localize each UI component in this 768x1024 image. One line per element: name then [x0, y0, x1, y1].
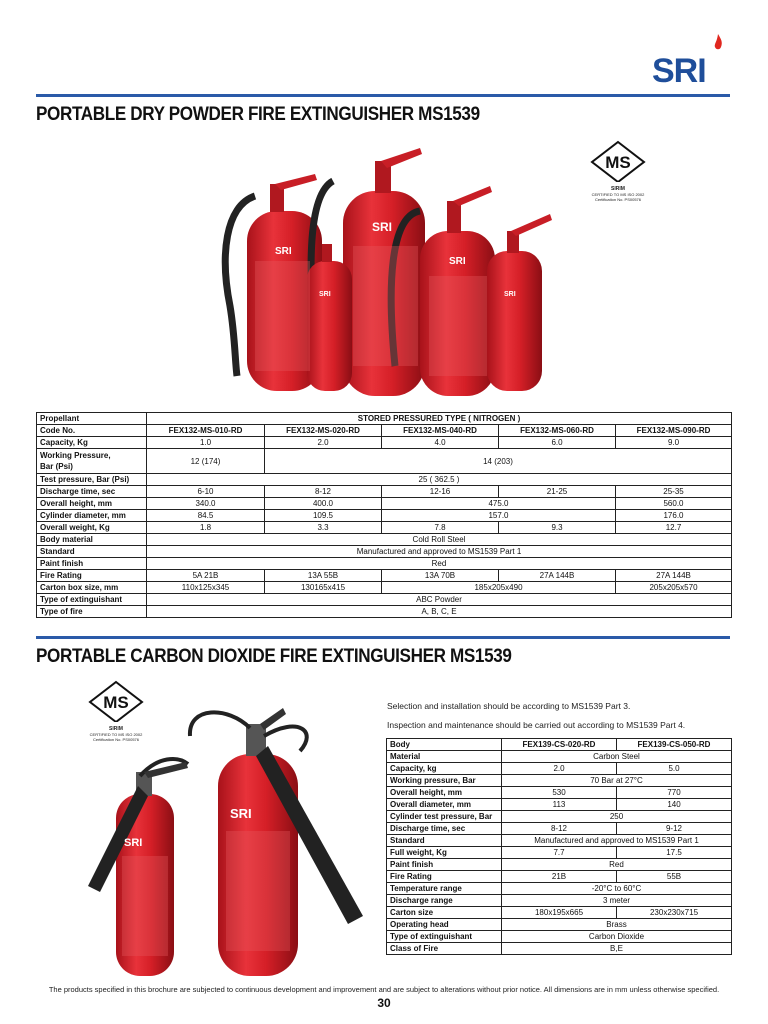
table-row: Overall diameter, mm 113 140	[387, 799, 732, 811]
svg-text:SRI: SRI	[449, 256, 466, 267]
table-row: Propellant STORED PRESSURED TYPE ( NITROGEN )	[37, 413, 732, 425]
cert-line-2: CERTIFIED TO MS ISO 2002	[89, 732, 143, 737]
table-row: Carton size 180x195x665 230x230x715	[387, 907, 732, 919]
section1-title: PORTABLE DRY POWDER FIRE EXTINGUISHER MS1539	[36, 104, 480, 125]
table-row: Overall height, mm 340.0 400.0 475.0 560.0	[37, 498, 732, 510]
table-row: Fire Rating 5A 21B 13A 55B 13A 70B 27A 144B 27A 144B	[37, 570, 732, 582]
table-row: Operating head Brass	[387, 919, 732, 931]
table-row: Discharge time, sec 6-10 8-12 12-16 21-25 25-35	[37, 486, 732, 498]
ms-mark-text: MS	[103, 693, 129, 712]
table-row: Carton box size, mm 110x125x345 130165x415 185x205x490 205x205x570	[37, 582, 732, 594]
table-row: Body FEX139-CS-020-RD FEX139-CS-050-RD	[387, 739, 732, 751]
svg-text:SRI: SRI	[504, 291, 516, 298]
table-row: Cylinder test pressure, Bar 250	[387, 811, 732, 823]
table-row: Class of Fire B,E	[387, 943, 732, 955]
cert-line-2: CERTIFIED TO MS ISO 2002	[591, 192, 645, 197]
sri-logo	[652, 34, 732, 94]
ms-mark-text: MS	[605, 153, 631, 172]
cert-line-1: SIRIM	[611, 186, 625, 192]
cert-line-3: Certification No. PS00576	[92, 737, 140, 742]
svg-text:SRI: SRI	[124, 837, 143, 849]
dry-powder-spec-table	[36, 412, 732, 618]
table-row: Test pressure, Bar (Psi) 25 ( 362.5 )	[37, 474, 732, 486]
table-row: Paint finish Red	[387, 859, 732, 871]
table-row: Working Pressure, Bar (Psi) 12 (174) 14 (203)	[37, 449, 732, 474]
table-row: Type of extinguishant Carbon Dioxide	[387, 931, 732, 943]
section-divider	[36, 636, 730, 639]
table-row: Temperature range -20°C to 60°C	[387, 883, 732, 895]
co2-spec-table	[386, 738, 732, 955]
logo-text: SRI	[652, 52, 706, 90]
table-row: Fire Rating 21B 55B	[387, 871, 732, 883]
header-rule	[36, 94, 730, 97]
table-row: Standard Manufactured and approved to MS1539 Part 1	[387, 835, 732, 847]
ms-certification-badge	[588, 140, 648, 202]
table-row: Full weight, Kg 7.7 17.5	[387, 847, 732, 859]
section2-title: PORTABLE CARBON DIOXIDE FIRE EXTINGUISHER MS1539	[36, 646, 512, 667]
footer-disclaimer: The products specified in this brochure are subjected to continuous development and improvement and are subject to alterations without prior notice. All dimensions are in mm unless otherwise specified.	[48, 985, 720, 994]
table-row: Capacity, kg 2.0 5.0	[387, 763, 732, 775]
svg-text:SRI: SRI	[319, 291, 331, 298]
ms-diamond-icon	[588, 140, 648, 182]
table-row: Type of fire A, B, C, E	[37, 606, 732, 618]
page-number: 30	[377, 996, 391, 1010]
svg-text:SRI: SRI	[230, 806, 252, 821]
table-row: Type of extinguishant ABC Powder	[37, 594, 732, 606]
cert-line-1: SIRIM	[109, 726, 123, 732]
svg-text:SRI: SRI	[372, 220, 393, 234]
table-row: Paint finish Red	[37, 558, 732, 570]
svg-text:SRI: SRI	[275, 246, 292, 257]
inspection-note: Inspection and maintenance should be carried out according to MS1539 Part 4.	[387, 720, 686, 730]
table-row: Discharge range 3 meter	[387, 895, 732, 907]
table-row: Discharge time, sec 8-12 9-12	[387, 823, 732, 835]
flame-icon	[713, 34, 723, 52]
cert-line-3: Certification No. PS00576	[594, 197, 642, 202]
table-row: Body material Cold Roll Steel	[37, 534, 732, 546]
dry-powder-extinguishers-image	[215, 136, 560, 398]
table-row: Code No. FEX132-MS-010-RD FEX132-MS-020-RD FEX132-MS-040-RD FEX132-MS-060-RD FEX132-MS-090-RD	[37, 425, 732, 437]
table-row: Overall height, mm 530 770	[387, 787, 732, 799]
table-row: Cylinder diameter, mm 84.5 109.5 157.0 176.0	[37, 510, 732, 522]
table-row: Capacity, Kg 1.0 2.0 4.0 6.0 9.0	[37, 437, 732, 449]
table-row: Overall weight, Kg 1.8 3.3 7.8 9.3 12.7	[37, 522, 732, 534]
table-row: Standard Manufactured and approved to MS1539 Part 1	[37, 546, 732, 558]
co2-extinguishers-image	[78, 706, 368, 978]
table-row: Material Carbon Steel	[387, 751, 732, 763]
table-row: Working pressure, Bar 70 Bar at 27°C	[387, 775, 732, 787]
selection-note: Selection and installation should be according to MS1539 Part 3.	[387, 701, 631, 711]
